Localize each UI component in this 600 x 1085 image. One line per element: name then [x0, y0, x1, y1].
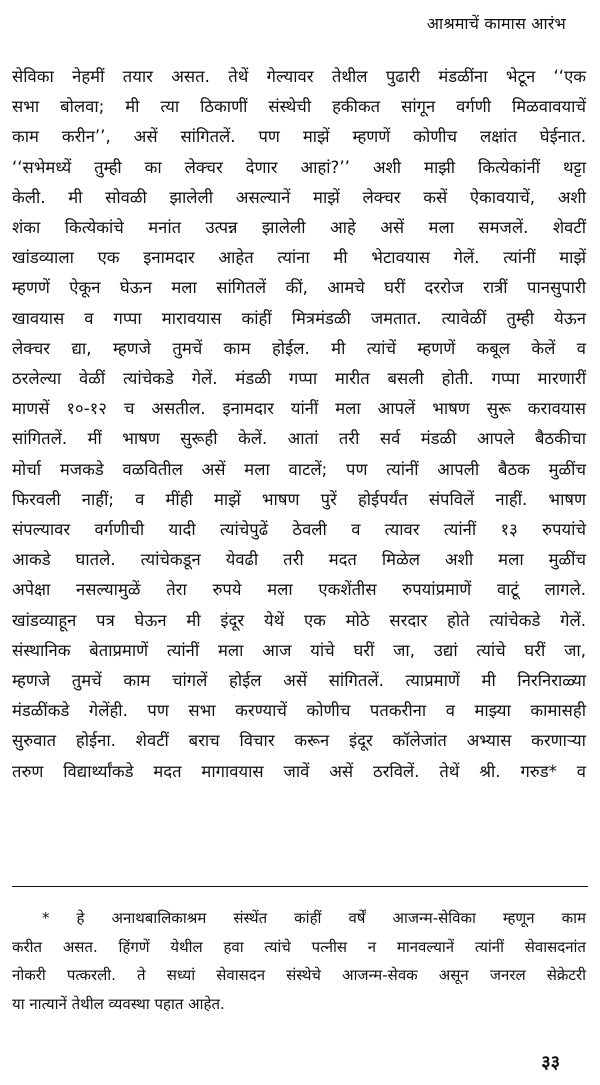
- running-head: आश्रमाचें कामास आरंभ: [426, 14, 566, 33]
- body-line: ठरलेल्या वेळीं त्यांचेकडे गेलें. मंडळी गप्पा मारीत बसली होती. गप्पा मारणारीं: [12, 369, 586, 389]
- body-line: केली. मी सोवळी झालेली असल्यानें माझें लेक्चर कसें ऐकावयाचें, अशी: [12, 187, 586, 207]
- footnote-line: या नात्यानें तेथील व्यवस्था पहात आहेत.: [12, 994, 225, 1013]
- body-line: म्हणजे तुमचें काम चांगलें होईल असें सांगितलें. त्याप्रमाणें मी निरनिराळ्या: [12, 671, 586, 691]
- body-line: संपल्यावर वर्गणीची यादी त्यांचेपुढें ठेवली व त्यावर त्यांनीं १३ रुपयांचे: [12, 520, 586, 540]
- body-line: मंडळींकडे गेलेंही. पण सभा करण्याचें कोणीच पतकरीना व माझ्या कामासही: [12, 701, 586, 721]
- body-line: म्हणणें ऐकून घेऊन मला सांगितलें कीं, आमचे घरीं दररोज रात्रीं पानसुपारी: [12, 278, 586, 298]
- footnote-line: नोकरी पत्करली. ते सध्यां सेवासदन संस्थेचे आजन्म-सेवक असून जनरल सेक्रेटरी: [12, 966, 586, 985]
- body-line: तरुण विद्यार्थ्यांकडे मदत मागावयास जावें असें ठरविलें. तेथें श्री. गरुड* व: [12, 761, 586, 781]
- body-line: सांगितलें. मीं भाषण सुरूही केलें. आतां तरी सर्व मंडळी आपले बैठकीचा: [12, 429, 586, 449]
- body-line: माणसें १०-१२ च असतील. इनामदार यांनीं मला आपलें भाषण सुरू करावयास: [12, 399, 586, 419]
- body-text: [12, 62, 586, 787]
- body-line: ‘‘सभेमध्यें तुम्ही का लेक्चर देणार आहां?’’ अशी माझी कित्येकांनीं थट्टा: [12, 157, 586, 177]
- body-line: मोर्चा मजकडे वळवितील असें मला वाटलें; पण त्यांनीं आपली बैठक मुळींच: [12, 459, 586, 479]
- footnote: [12, 904, 586, 1018]
- body-line: लेक्चर द्या, म्हणजे तुमचें काम होईल. मी त्यांचें म्हणणें कबूल केलें व: [12, 338, 586, 358]
- body-line: संस्थानिक बेताप्रमाणें त्यांनीं मला आज यांचे घरीं जा, उद्यां त्यांचे घरीं जा,: [12, 640, 586, 660]
- body-line: शंका कित्येकांचे मनांत उत्पन्न झालेली आहे असें मला समजलें. शेवटीं: [12, 218, 586, 238]
- body-line: आकडे घातले. त्यांचेकडून येवढी तरी मदत मिळेल अशी मला मुळींच: [12, 550, 586, 570]
- body-line: खांडव्याला एक इनामदार आहेत त्यांना मी भेटावयास गेलें. त्यांनीं माझें: [12, 248, 586, 268]
- footnote-line: करीत असत. हिंगणें येथील हवा त्यांचे पत्नीस न मानवल्यानें त्यांनीं सेवासदनांत: [12, 937, 586, 956]
- body-line: खावयास व गप्पा मारावयास कांहीं मित्रमंडळी जमतात. त्यावेळीं तुम्ही येऊन: [12, 308, 586, 328]
- page-number: ३३: [541, 1052, 560, 1073]
- body-line: सभा बोलवा; मी त्या ठिकाणीं संस्थेची हकीकत सांगून वर्गणी मिळवावयाचें: [12, 97, 586, 117]
- footnote-line: * हे अनाथबालिकाश्रम संस्थेंत कांहीं वर्षें आजन्म-सेविका म्हणून काम: [42, 909, 586, 927]
- body-line: काम करीन’’, असें सांगितलें. पण माझें म्हणणें कोणीच लक्षांत घेईनात.: [12, 127, 586, 147]
- body-line: खांडव्याहून पत्र घेऊन मी इंदूर येथें एक मोठे सरदार होते त्यांचेकडे गेलें.: [12, 610, 586, 630]
- footnote-divider: [12, 886, 588, 887]
- body-line: अपेक्षा नसल्यामुळें तेरा रुपये मला एकशेंतीस रुपयांप्रमाणें वाटूं लागले.: [12, 580, 586, 600]
- body-line: सेविका नेहमीं तयार असत. तेथें गेल्यावर तेथील पुढारी मंडळींना भेटून ‘‘एक: [12, 67, 586, 86]
- body-line: सुरुवात होईना. शेवटीं बराच विचार करून इंदूर कॉलेजांत अभ्यास करणाऱ्या: [12, 731, 586, 751]
- body-line: फिरवली नाहीं; व मींही माझें भाषण पुरें होईपर्यंत संपविलें नाहीं. भाषण: [12, 489, 586, 509]
